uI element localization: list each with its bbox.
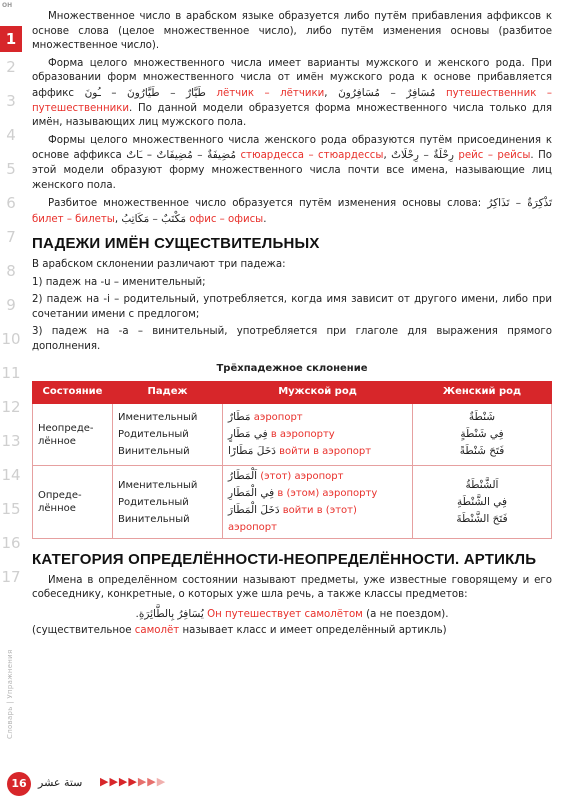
arrow-icon: ▶ [156, 775, 167, 788]
arabic-word: فِي شَنْطَةٍ [460, 428, 504, 441]
text: (а не поездом). [362, 608, 449, 620]
case-name: Именительный [118, 412, 198, 424]
example-translation: офис – офисы [189, 213, 264, 225]
arabic-example: مَكْتَبٌ – مَكَاتِبُ [121, 212, 187, 225]
example-translation: рейс – рейсы [458, 150, 531, 162]
case-name: Родительный [118, 429, 189, 441]
example-word: самолёт [134, 625, 180, 637]
example-translation: билет – билеты [32, 213, 115, 225]
arabic-word: اَلْمَطَارُ [228, 470, 258, 483]
lesson-number-active[interactable]: 1 [0, 26, 22, 52]
side-caption [0, 600, 16, 750]
lesson-number[interactable]: 10 [1, 330, 21, 348]
cases-item-2: 2) падеж на -i – родительный, употребляется, когда имя зависит от другого имени, либо при сочетании имени с предлогом; [32, 294, 552, 320]
arabic-word: شَنْطَةٌ [468, 411, 496, 424]
masculine-line [228, 443, 407, 460]
declension-table [32, 381, 552, 539]
text: (существительное [32, 625, 135, 637]
case-cell [113, 404, 223, 466]
lesson-number[interactable]: 5 [6, 160, 16, 178]
lesson-strip-label: ОН [2, 2, 13, 9]
state-cell: Неопреде-лённое [33, 404, 113, 466]
arrow-icon: ▶▶▶▶ [100, 775, 138, 788]
cases-heading: ПАДЕЖИ ИМЁН СУЩЕСТВИТЕЛЬНЫХ [32, 235, 320, 253]
page-number: 16 [7, 772, 31, 796]
lesson-number[interactable]: 7 [6, 228, 16, 246]
case-name: Именительный [118, 479, 198, 491]
feminine-cell [413, 404, 552, 466]
table-row [33, 466, 552, 539]
arrows-decoration [100, 775, 166, 788]
page-content [32, 10, 552, 642]
case-name: Родительный [118, 496, 189, 508]
arabic-affix: ـُونَ [84, 86, 101, 99]
lesson-number[interactable]: 12 [1, 398, 21, 416]
state-cell: Опреде-лённое [33, 466, 113, 539]
lesson-strip [0, 0, 22, 800]
arabic-word: دَخَلَ الْمَطَارَ [228, 504, 280, 517]
text: . По данной модели образуется форма множественного числа только для имён, называющих лиц мужского пола. [32, 102, 552, 129]
masculine-line [228, 468, 407, 485]
arabic-example: مُسَافِرٌ – مُسَافِرُونَ [338, 86, 436, 99]
intro-paragraph-2: Форма целого множественного числа имеет варианты мужского и женского рода. При образовании форм множественного числа от имён мужского рода к основе прибавляется аффикс ـُونَ – طَيَّارٌ – طَيَّارُونَ лётчик – лётчики, مُسَافِرٌ – مُسَافِرُونَ путешественник – путешественники. По данной модели образуется форма множественного числа только для имён, называющих лиц мужского пола. [32, 57, 552, 129]
lesson-number[interactable]: 11 [1, 364, 21, 382]
translation: войти в (этот) аэропорт [228, 505, 357, 534]
lesson-number[interactable]: 6 [6, 194, 16, 212]
lesson-number[interactable]: 14 [1, 466, 21, 484]
text: называет класс и имеет определённый артикль) [179, 625, 447, 637]
intro-paragraph-4: Разбитое множественное число образуется путём изменения основы слова: تَذْكِرَةٌ – تَذَاكِرُ билет – билеты, مَكْتَبٌ – مَكَاتِبُ офис – офисы. [32, 197, 552, 225]
intro-paragraph-3: Формы целого множественного числа женского рода образуются путём присоединения к основе аффикса ـَاتٌ – مُضِيفَةٌ – مُضِيفَاتٌ стюардесса – стюардессы, رِحْلَةٌ – رِحْلَاتٌ рейс – рейсы. По этой модели образуют форму множественного числа почти все имена, называющие лиц женского пола. [32, 134, 553, 191]
arabic-word: مَطَارٌ [228, 411, 251, 424]
lesson-number[interactable]: 9 [6, 296, 16, 314]
table-header-case: Падеж [113, 382, 223, 404]
lesson-number[interactable]: 15 [1, 500, 21, 518]
intro-paragraph-1: Множественное число в арабском языке образуется либо путём прибавления аффиксов к основе слова (целое множественное число), либо путём изменения основы (разбитое множественное число). [32, 11, 552, 52]
masculine-line [228, 502, 407, 536]
lesson-number[interactable]: 17 [1, 568, 21, 586]
translation: аэропорт [253, 412, 303, 424]
translation: войти в аэропорт [279, 446, 372, 458]
example-translation: стюардесса – стюардессы [240, 150, 384, 162]
lesson-number[interactable]: 4 [6, 126, 16, 144]
case-cell [113, 466, 223, 539]
text: – [100, 87, 127, 99]
arabic-example: رِحْلَةٌ – رِحْلَاتٌ [391, 149, 454, 162]
lesson-number[interactable]: 16 [1, 534, 21, 552]
example-translation: путешественник – путешественники [32, 87, 552, 114]
definiteness-example [32, 607, 552, 623]
feminine-cell [413, 466, 552, 539]
case-name: Винительный [118, 513, 190, 525]
text: Разбитое множественное число образуется путём изменения основы слова: [48, 198, 488, 210]
cases-item-1: 1) падеж на -u – именительный; [32, 276, 206, 288]
arabic-word: دَخَلَ مَطَارًا [228, 445, 276, 458]
arabic-word: فِي الشَّنْطَةِ [456, 495, 507, 508]
arabic-affix: ـَاتٌ [126, 149, 143, 162]
arabic-example: مُضِيفَةٌ – مُضِيفَاتٌ [156, 149, 236, 162]
arabic-example: تَذْكِرَةٌ – تَذَاكِرُ [487, 197, 552, 210]
arabic-word: فَتَحَ الشَّنْطَةَ [456, 512, 508, 525]
example-translation: лётчик – лётчики [216, 87, 325, 99]
masculine-line [228, 426, 407, 443]
lesson-number[interactable]: 13 [1, 432, 21, 450]
masculine-line [228, 409, 407, 426]
cases-intro: В арабском склонении различают три падежа: [32, 258, 286, 270]
arabic-word: فَتَحَ شَنْطَةً [459, 445, 505, 458]
masculine-cell [223, 404, 413, 466]
text: Формы целого множественного числа женского рода образуются путём присоединения к основе аффикса [32, 134, 552, 162]
masculine-cell [223, 466, 413, 539]
text: . По этой модели образуют форму множественного числа почти все имена, называющие лиц женского пола. [32, 150, 553, 191]
lesson-number[interactable]: 3 [6, 92, 16, 110]
table-header-feminine: Женский род [413, 382, 552, 404]
arabic-word: فِي مَطَارٍ [228, 428, 268, 441]
example-translation: Он путешествует самолётом [207, 608, 363, 620]
text: Форма целого множественного числа имеет варианты мужского и женского рода. При образовании форм множественного числа от имён мужского рода к основе прибавляется аффикс [32, 57, 552, 99]
lesson-number[interactable]: 2 [6, 58, 16, 76]
definiteness-paragraph: Имена в определённом состоянии называют предметы, уже известные говорящему и его собеседнику, конкретные, о которых уже шла речь, а также классы предметов: [32, 574, 552, 601]
page-number-arabic: ستة عشر [38, 776, 83, 789]
arabic-example: يُسَافِرُ بِالطَّائِرَةِ. [135, 607, 204, 620]
definiteness-note [32, 624, 552, 639]
translation: (этот) аэропорт [260, 471, 344, 483]
translation: в (этом) аэропорту [277, 488, 378, 500]
table-title: Трёхпадежное склонение [216, 363, 368, 375]
lesson-number[interactable]: 8 [6, 262, 16, 280]
arrow-icon: ▶▶ [137, 775, 157, 788]
definiteness-heading: КАТЕГОРИЯ ОПРЕДЕЛЁННОСТИ-НЕОПРЕДЕЛЁННОСТИ. АРТИКЛЬ [32, 551, 537, 569]
arabic-word: اَلشَّنْطَةُ [465, 478, 499, 491]
translation: в аэропорту [270, 429, 335, 441]
table-header-masculine: Мужской род [223, 382, 413, 404]
cases-item-3: 3) падеж на -a – винительный, употребляется при глаголе для выражения прямого дополнения. [32, 326, 552, 352]
table-header-state: Состояние [33, 382, 113, 404]
case-name: Винительный [118, 446, 190, 458]
table-row [33, 404, 552, 466]
masculine-line [228, 485, 407, 502]
arabic-example: طَيَّارٌ – طَيَّارُونَ [127, 86, 206, 99]
arabic-word: فِي الْمَطَارِ [228, 487, 275, 500]
side-caption-text: Словарь | Упражнения [6, 649, 14, 739]
page-footer [0, 770, 565, 800]
